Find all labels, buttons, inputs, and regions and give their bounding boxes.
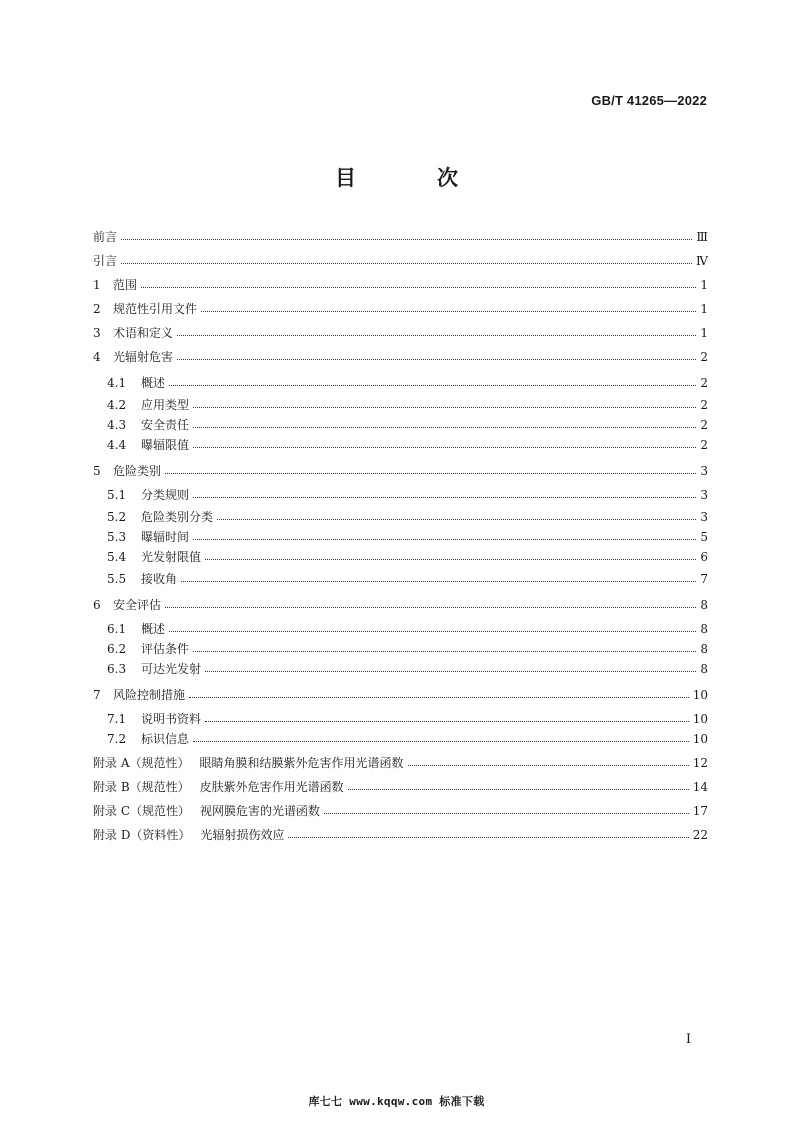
dot-leader — [177, 335, 696, 336]
toc-entry-label: 曝辐限值 — [141, 438, 190, 452]
dot-leader — [121, 239, 692, 240]
toc-entry-number: 6 — [93, 598, 101, 612]
toc-entry[interactable] — [93, 347, 708, 367]
toc-entry-number: 3 — [93, 326, 101, 340]
toc-entry-number: 7.1 — [107, 712, 127, 726]
toc-entry-page: 6 — [700, 550, 708, 564]
toc-entry[interactable] — [93, 777, 708, 797]
toc-entry-label: 眼睛角膜和结膜紫外危害作用光谱函数 — [199, 756, 404, 770]
toc-entry-number: 4.4 — [107, 438, 127, 452]
page-folio: I — [685, 1032, 691, 1047]
toc-entry-number: 5.3 — [107, 530, 127, 544]
toc-entry-label: 应用类型 — [141, 398, 190, 412]
dot-leader — [165, 473, 696, 474]
toc-entry[interactable] — [107, 619, 708, 639]
toc-entry[interactable] — [107, 569, 708, 589]
toc-entry[interactable] — [107, 395, 708, 415]
dot-leader — [193, 497, 696, 498]
toc-entry-number: 附录 B（规范性） — [93, 780, 190, 794]
toc-entry-label: 安全评估 — [113, 598, 162, 612]
dot-leader — [121, 263, 692, 264]
toc-entry-number: 附录 C（规范性） — [93, 804, 190, 818]
dot-leader — [169, 631, 696, 632]
toc-entry-page: 2 — [700, 350, 708, 364]
toc-entry-page: 3 — [700, 464, 708, 478]
toc-entry-page: 3 — [700, 510, 708, 524]
dot-leader — [177, 359, 696, 360]
toc-entry-page: 7 — [700, 572, 708, 586]
dot-leader — [205, 671, 696, 672]
toc-entry[interactable] — [107, 435, 708, 455]
toc-entry[interactable] — [93, 461, 708, 481]
dot-leader — [193, 539, 696, 540]
toc-entry-page: 2 — [700, 398, 708, 412]
toc-entry-label: 曝辐时间 — [141, 530, 190, 544]
toc-entry-label: 评估条件 — [141, 642, 190, 656]
dot-leader — [205, 721, 689, 722]
toc-entry-number: 附录 A（规范性） — [93, 756, 190, 770]
dot-leader — [193, 651, 696, 652]
toc-entry-page: Ⅳ — [696, 254, 708, 268]
dot-leader — [165, 607, 696, 608]
toc-entry-number: 4.2 — [107, 398, 127, 412]
dot-leader — [201, 311, 696, 312]
toc-entry[interactable] — [107, 639, 708, 659]
toc-entry[interactable] — [93, 595, 708, 615]
toc-entry-number: 7.2 — [107, 732, 127, 746]
toc-entry-page: Ⅲ — [696, 230, 708, 244]
dot-leader — [193, 407, 696, 408]
toc-entry-label: 光发射限值 — [141, 550, 202, 564]
toc-entry-page: 10 — [692, 688, 708, 702]
toc-entry[interactable] — [107, 507, 708, 527]
toc-entry-number: 1 — [93, 278, 101, 292]
toc-entry-number: 5.5 — [107, 572, 127, 586]
dot-leader — [193, 741, 689, 742]
dot-leader — [217, 519, 696, 520]
toc-entry-page: 8 — [700, 622, 708, 636]
toc-entry[interactable] — [93, 825, 708, 845]
toc-entry[interactable] — [93, 753, 708, 773]
dot-leader — [193, 427, 696, 428]
toc-entry-number: 6.1 — [107, 622, 127, 636]
toc-entry-label: 分类规则 — [141, 488, 190, 502]
toc-entry-number: 5.1 — [107, 488, 127, 502]
toc-entry-number: 5.2 — [107, 510, 127, 524]
toc-entry-page: 8 — [700, 598, 708, 612]
toc-entry-label: 可达光发射 — [141, 662, 202, 676]
toc-entry[interactable] — [93, 275, 708, 295]
toc-entry-page: 5 — [700, 530, 708, 544]
toc-entry-number: 6.2 — [107, 642, 127, 656]
toc-entry-page: 12 — [692, 756, 708, 770]
toc-entry-number: 5 — [93, 464, 101, 478]
toc-entry-number: 4.3 — [107, 418, 127, 432]
toc-entry-label: 皮肤紫外危害作用光谱函数 — [199, 780, 344, 794]
toc-entry-page: 1 — [700, 278, 708, 292]
toc-entry-label: 规范性引用文件 — [113, 302, 198, 316]
toc-entry[interactable] — [93, 251, 708, 271]
toc-entry[interactable] — [93, 299, 708, 319]
toc-entry-label: 危险类别分类 — [141, 510, 214, 524]
dot-leader — [181, 581, 696, 582]
toc-entry-number: 4 — [93, 350, 101, 364]
dot-leader — [408, 765, 689, 766]
toc-entry-page: 1 — [700, 326, 708, 340]
toc-entry-label: 风险控制措施 — [113, 688, 186, 702]
toc-entry-page: 2 — [700, 438, 708, 452]
toc-entry-number: 6.3 — [107, 662, 127, 676]
toc-entry-page: 10 — [692, 712, 708, 726]
toc-entry-label: 视网膜危害的光谱函数 — [200, 804, 321, 818]
page-title: 目 次 — [335, 166, 488, 190]
toc-entry-page: 17 — [692, 804, 708, 818]
toc-entry[interactable] — [93, 227, 708, 247]
toc-entry[interactable] — [107, 485, 708, 505]
footer-watermark: 库七七 www.kqqw.com 标准下载 — [308, 1095, 485, 1108]
dot-leader — [348, 789, 689, 790]
dot-leader — [169, 385, 696, 386]
toc-entry[interactable] — [93, 323, 708, 343]
toc-entry[interactable] — [107, 415, 708, 435]
toc-entry-label: 光辐射损伤效应 — [200, 828, 285, 842]
dot-leader — [324, 813, 689, 814]
toc-entry[interactable] — [93, 685, 708, 705]
dot-leader — [189, 697, 689, 698]
toc-entry-page: 3 — [700, 488, 708, 502]
toc-entry[interactable] — [107, 709, 708, 729]
standard-number: GB/T 41265—2022 — [591, 93, 707, 108]
toc-entry-label: 前言 — [93, 230, 118, 244]
toc-entry-number: 附录 D（资料性） — [93, 828, 191, 842]
toc-entry-label: 概述 — [141, 622, 166, 636]
toc-entry-page: 2 — [700, 376, 708, 390]
dot-leader — [288, 837, 688, 838]
toc-entry-page: 10 — [692, 732, 708, 746]
toc-entry-label: 概述 — [141, 376, 166, 390]
toc-entry-number: 2 — [93, 302, 101, 316]
toc-entry-label: 范围 — [113, 278, 138, 292]
dot-leader — [193, 447, 696, 448]
toc-entry[interactable] — [107, 547, 708, 567]
toc-entry-page: 14 — [692, 780, 708, 794]
toc-entry[interactable] — [93, 801, 708, 821]
toc-entry-number: 5.4 — [107, 550, 127, 564]
toc-entry-number: 7 — [93, 688, 101, 702]
toc-entry[interactable] — [107, 729, 708, 749]
toc-entry-label: 光辐射危害 — [113, 350, 174, 364]
toc-entry[interactable] — [107, 527, 708, 547]
toc-entry-label: 标识信息 — [141, 732, 190, 746]
toc-entry-page: 1 — [700, 302, 708, 316]
toc-entry-label: 引言 — [93, 254, 118, 268]
toc-entry-label: 说明书资料 — [141, 712, 202, 726]
toc-entry-label: 接收角 — [141, 572, 178, 586]
dot-leader — [141, 287, 696, 288]
toc-entry-page: 22 — [692, 828, 708, 842]
toc-entry[interactable] — [107, 373, 708, 393]
toc-entry-label: 术语和定义 — [113, 326, 174, 340]
dot-leader — [205, 559, 696, 560]
toc-entry-label: 安全责任 — [141, 418, 190, 432]
toc-entry-page: 2 — [700, 418, 708, 432]
toc-entry-page: 8 — [700, 642, 708, 656]
toc-entry[interactable] — [107, 659, 708, 679]
toc-entry-number: 4.1 — [107, 376, 127, 390]
toc-entry-page: 8 — [700, 662, 708, 676]
toc-entry-label: 危险类别 — [113, 464, 162, 478]
